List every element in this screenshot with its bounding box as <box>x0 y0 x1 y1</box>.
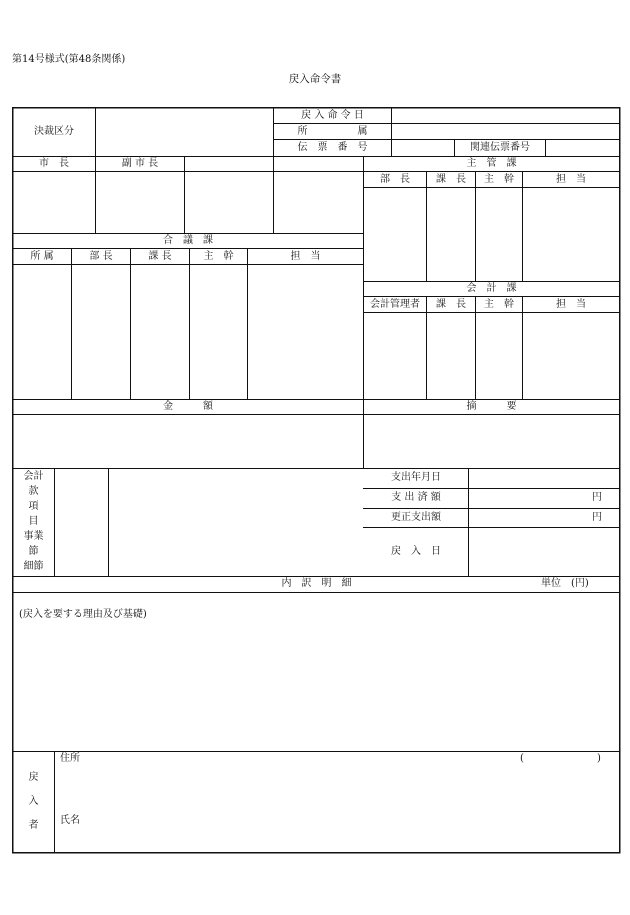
budget-label-kou: 項 <box>28 501 39 512</box>
consult-staff-label: 担 当 <box>290 251 321 262</box>
budget-label-setsu: 節 <box>28 546 39 557</box>
accounting-chief-label: 主 幹 <box>484 299 514 310</box>
budget-label-moku: 目 <box>28 516 39 527</box>
payment-date-label: 支出年月日 <box>391 472 441 483</box>
budget-label-account: 会計 <box>23 471 44 482</box>
voucher-number-label: 伝 票 番 号 <box>297 142 368 153</box>
address-label: 住所 <box>60 753 80 764</box>
returner-char-1: 戻 <box>28 772 39 783</box>
accounting-staff-label: 担 当 <box>556 299 586 310</box>
approval-class-label: 決裁区分 <box>34 126 74 137</box>
consult-director-label: 部 長 <box>89 251 113 262</box>
accounting-manager-label: 会計管理者 <box>370 299 420 310</box>
consult-affiliation-label: 所 属 <box>30 251 54 262</box>
returner-char-3: 者 <box>28 820 39 831</box>
corrected-amount-yen: 円 <box>592 512 602 523</box>
accounting-section-title: 会 計 課 <box>466 283 517 294</box>
budget-label-project: 事業 <box>23 531 44 542</box>
main-director-label: 部 長 <box>380 174 410 185</box>
related-voucher-label: 関連伝票番号 <box>470 142 530 153</box>
affiliation-label: 所 属 <box>297 126 368 137</box>
address-paren-close: ) <box>597 753 601 764</box>
consult-section-chief-label: 課 長 <box>148 251 172 262</box>
main-section-chief-label: 課 長 <box>436 174 466 185</box>
order-date-label: 戻 入 命 令 日 <box>301 110 364 121</box>
paid-amount-yen: 円 <box>592 492 602 503</box>
main-section-title: 主 管 課 <box>466 158 517 169</box>
return-date-label: 戻 入 日 <box>391 546 441 557</box>
unit-label: 単位 (円) <box>541 578 589 589</box>
reason-label: (戻入を要する理由及び基礎) <box>19 609 147 620</box>
consult-chief-label: 主 幹 <box>203 251 234 262</box>
main-chief-label: 主 幹 <box>484 174 514 185</box>
corrected-amount-label: 更正支出額 <box>391 512 441 523</box>
form-number: 第14号様式(第48条関係) <box>12 54 126 65</box>
accounting-section-chief-label: 課 長 <box>436 299 466 310</box>
amount-label: 金 額 <box>163 401 213 412</box>
main-staff-label: 担 当 <box>556 174 586 185</box>
mayor-label: 市 長 <box>39 158 69 169</box>
budget-label-kan: 款 <box>28 486 39 497</box>
summary-label: 摘 要 <box>466 401 517 412</box>
consult-section-title: 合 議 課 <box>163 235 213 246</box>
page-title: 戻入命令書 <box>288 73 342 85</box>
returner-char-2: 入 <box>28 796 39 807</box>
address-paren-open: ( <box>520 753 524 764</box>
name-label: 氏名 <box>60 815 80 826</box>
details-title: 内 訳 明 細 <box>281 578 352 589</box>
paid-amount-label: 支 出 済 額 <box>391 492 441 503</box>
budget-label-saisetsu: 細節 <box>23 561 44 572</box>
deputy-mayor-label: 副 市 長 <box>121 158 159 169</box>
